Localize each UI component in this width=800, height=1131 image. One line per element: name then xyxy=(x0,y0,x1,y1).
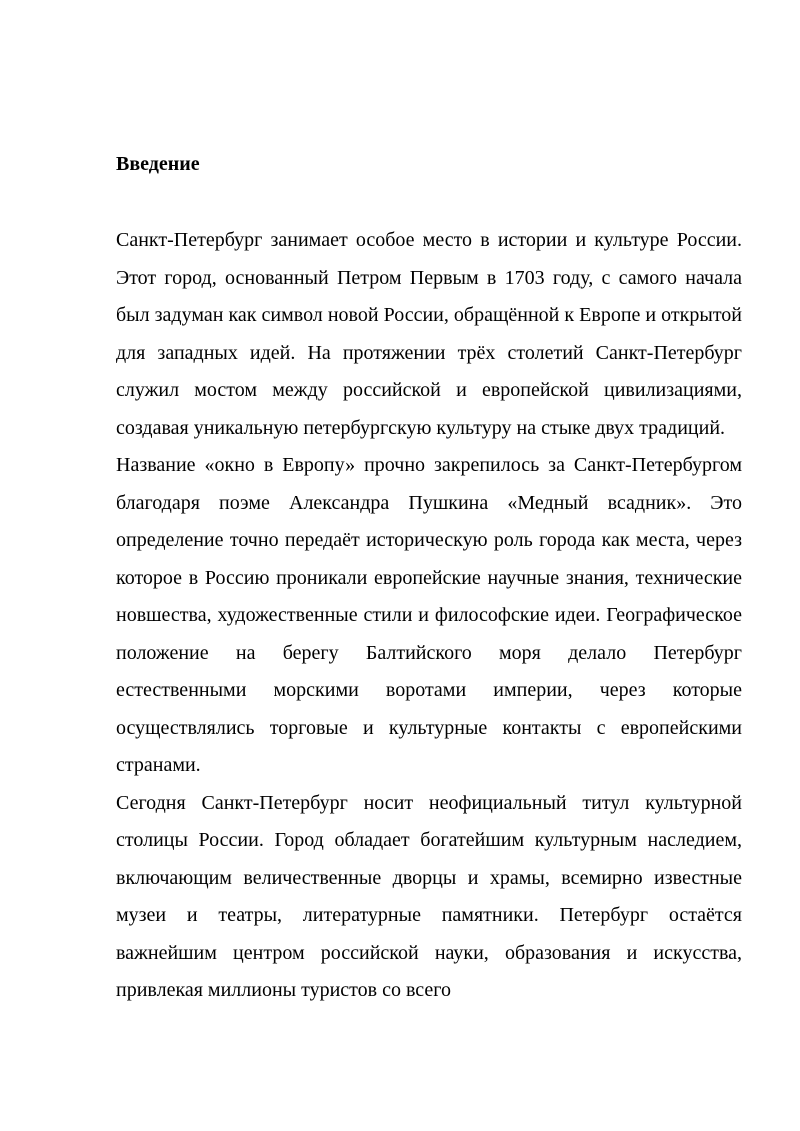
section-heading: Введение xyxy=(116,153,200,175)
paragraph-window-to-europe: Название «окно в Европу» прочно закрепилось за Санкт-Петербургом благодаря поэме Александра Пушкина «Медный всадник». Это определение точно передаёт историческую роль города как места, через которое в Россию проникали европейские научные знания, технические новшества, художественные стили и философские идеи. Географическое положение на берегу Балтийского моря делало Петербург естественными морскими воротами империи, через которые осуществлялись торговые и культурные контакты с европейскими странами. xyxy=(116,454,742,776)
heading-spacer xyxy=(116,182,742,222)
paragraph-cultural-capital: Сегодня Санкт-Петербург носит неофициальный титул культурной столицы России. Город обладает богатейшим культурным наследием, включающим величественные дворцы и храмы, всемирно известные музеи и театры, литературные памятники. Петербург остаётся важнейшим центром российской науки, образования и искусства, привлекая миллионы туристов со всего xyxy=(116,791,742,1001)
paragraph-intro: Санкт-Петербург занимает особое место в истории и культуре России. Этот город, основанный Петром Первым в 1703 году, с самого начала был задуман как символ новой России, обращённой к Европе и открытой для западных идей. На протяжении трёх столетий Санкт-Петербург служил мостом между российской и европейской цивилизациями, создавая уникальную петербургскую культуру на стыке двух традиций. xyxy=(116,229,742,439)
document-body xyxy=(116,146,742,1010)
